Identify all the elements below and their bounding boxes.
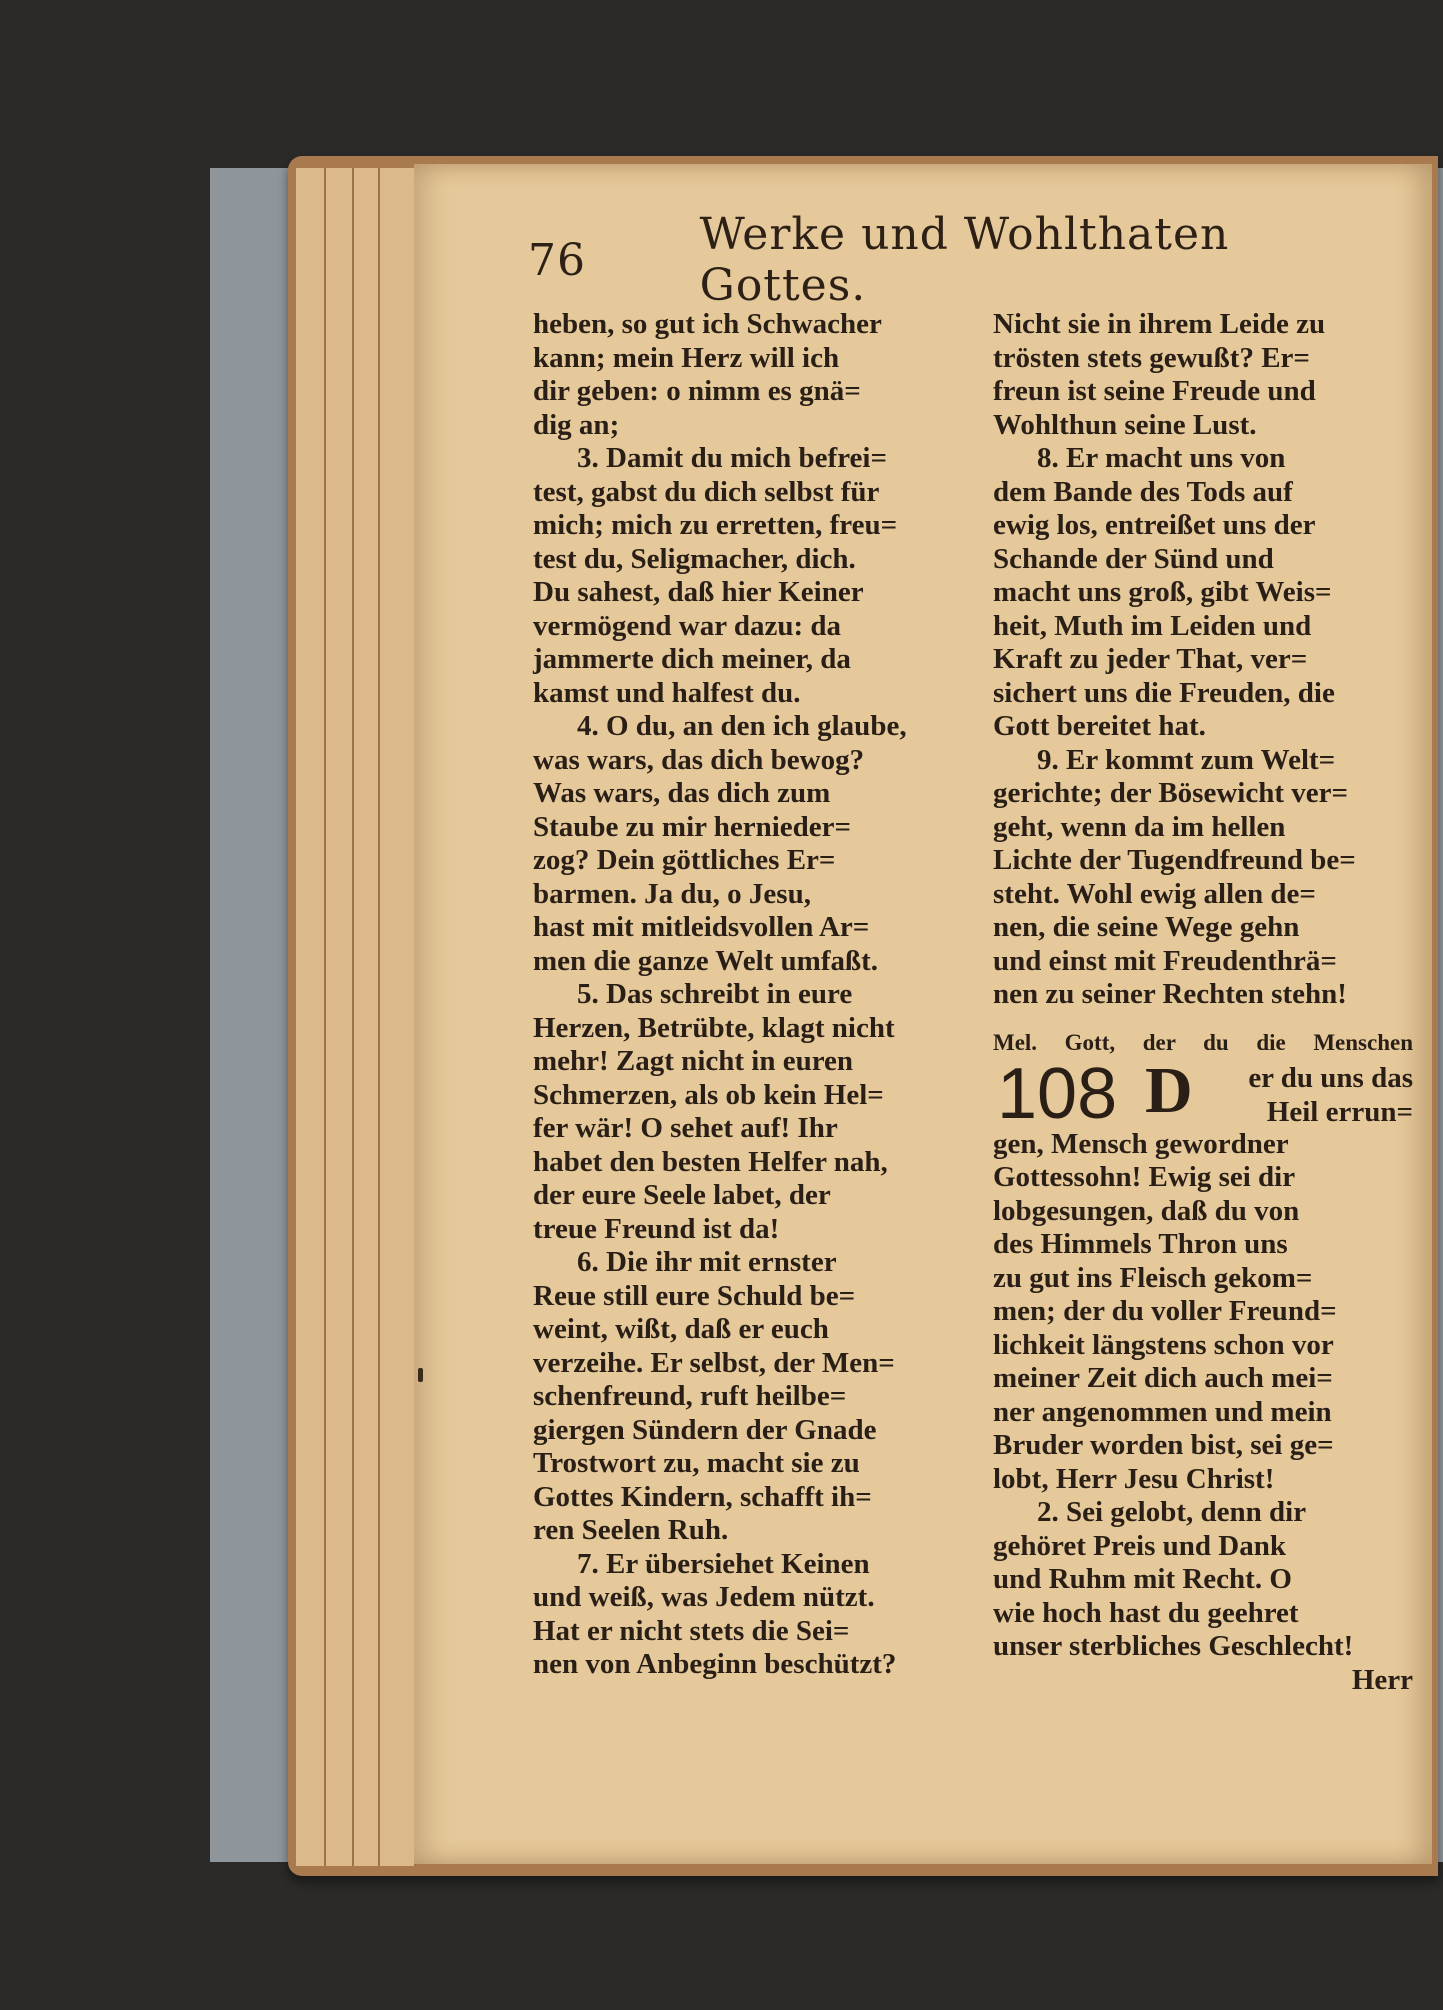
text-line: was wars, das dich bewog? bbox=[533, 743, 865, 776]
hymn-number: 108 bbox=[997, 1053, 1118, 1134]
text-line: und Ruhm mit Recht. O bbox=[993, 1563, 1292, 1595]
text-line: Gott bereitet hat. bbox=[993, 710, 1206, 742]
right-column bbox=[993, 308, 1413, 1697]
ink-mark bbox=[418, 1368, 423, 1382]
text-line: ner angenommen und mein bbox=[993, 1395, 1332, 1428]
text-line: gen, Mensch gewordner bbox=[993, 1127, 1289, 1160]
text-line: hast mit mitleidsvollen Ar= bbox=[533, 911, 870, 943]
page-edge bbox=[296, 168, 326, 1866]
text-line: macht uns groß, gibt Weis= bbox=[993, 576, 1332, 608]
text-line: meiner Zeit dich auch mei= bbox=[993, 1362, 1333, 1394]
text-line: treue Freund ist da! bbox=[533, 1212, 780, 1245]
left-column bbox=[533, 308, 965, 1682]
text-line: zu gut ins Fleisch gekom= bbox=[993, 1261, 1313, 1294]
text-line: nen zu seiner Rechten stehn! bbox=[993, 978, 1347, 1010]
text-line: Gottes Kindern, schafft ih= bbox=[533, 1480, 872, 1513]
melody-line: Mel. Gott, der du die Menschen bbox=[993, 1029, 1413, 1055]
drop-cap: D bbox=[1145, 1053, 1193, 1127]
text-line: verzeihe. Er selbst, der Men= bbox=[533, 1346, 895, 1379]
catchword: Herr bbox=[1351, 1663, 1413, 1696]
text-line: Du sahest, daß hier Keiner bbox=[533, 576, 864, 608]
text-line: unser sterbliches Geschlecht! bbox=[993, 1630, 1354, 1662]
text-line: test, gabst du dich selbst für bbox=[533, 475, 880, 508]
text-line: heben, so gut ich Schwacher bbox=[533, 308, 882, 340]
text-line: Staube zu mir hernieder= bbox=[533, 810, 852, 843]
hymn-first-line: er du uns das bbox=[1248, 1061, 1413, 1094]
text-line: lobgesungen, daß du von bbox=[993, 1194, 1300, 1227]
text-line: Schmerzen, als ob kein Hel= bbox=[533, 1078, 884, 1111]
text-line: Trostwort zu, macht sie zu bbox=[533, 1447, 860, 1479]
text-line: 2. Sei gelobt, denn dir bbox=[1037, 1496, 1307, 1528]
text-line: kamst und halfest du. bbox=[533, 676, 801, 709]
page-edge bbox=[354, 168, 380, 1866]
text-line: wie hoch hast du geehret bbox=[993, 1596, 1299, 1629]
text-line: dem Bande des Tods auf bbox=[993, 475, 1293, 508]
hymn-heading bbox=[993, 1053, 1413, 1134]
text-line: Herzen, Betrübte, klagt nicht bbox=[533, 1011, 895, 1044]
page-edge bbox=[326, 168, 354, 1866]
text-line: nen von Anbeginn beschützt? bbox=[533, 1648, 897, 1680]
text-line: geht, wenn da im hellen bbox=[993, 810, 1286, 843]
text-line: weint, wißt, daß er euch bbox=[533, 1313, 829, 1345]
text-line: Reue still eure Schuld be= bbox=[533, 1279, 856, 1312]
text-line: lichkeit längstens schon vor bbox=[993, 1328, 1334, 1361]
text-line: Schande der Sünd und bbox=[993, 542, 1274, 575]
text-line: zog? Dein göttliches Er= bbox=[533, 844, 836, 876]
text-line: 8. Er macht uns von bbox=[1037, 442, 1286, 474]
text-line: Kraft zu jeder That, ver= bbox=[993, 643, 1308, 675]
text-line: und einst mit Freudenthrä= bbox=[993, 944, 1337, 977]
text-line: gehöret Preis und Dank bbox=[993, 1529, 1286, 1562]
text-line: Was wars, das dich zum bbox=[533, 777, 831, 809]
text-line: Nicht sie in ihrem Leide zu bbox=[993, 308, 1326, 340]
text-line: kann; mein Herz will ich bbox=[533, 341, 840, 374]
text-line: dig an; bbox=[533, 408, 620, 441]
text-line: des Himmels Thron uns bbox=[993, 1228, 1288, 1260]
text-line: heit, Muth im Leiden und bbox=[993, 609, 1312, 642]
text-line: 6. Die ihr mit ernster bbox=[577, 1246, 837, 1278]
text-line: ren Seelen Ruh. bbox=[533, 1514, 729, 1546]
text-line: test du, Seligmacher, dich. bbox=[533, 542, 856, 575]
text-line: mehr! Zagt nicht in euren bbox=[533, 1045, 854, 1077]
text-line: jammerte dich meiner, da bbox=[533, 643, 851, 675]
text-line: schenfreund, ruft heilbe= bbox=[533, 1380, 847, 1412]
text-line: freun ist seine Freude und bbox=[993, 375, 1316, 407]
text-line: nen, die seine Wege gehn bbox=[993, 911, 1300, 943]
running-title: Werke und Wohlthaten Gottes. bbox=[699, 209, 1230, 311]
text-line: lobt, Herr Jesu Christ! bbox=[993, 1462, 1275, 1495]
text-line: und weiß, was Jedem nützt. bbox=[533, 1581, 875, 1613]
text-line: habet den besten Helfer nah, bbox=[533, 1145, 888, 1178]
text-line: barmen. Ja du, o Jesu, bbox=[533, 877, 811, 910]
text-line: sichert uns die Freuden, die bbox=[993, 676, 1335, 709]
text-line: trösten stets gewußt? Er= bbox=[993, 341, 1310, 374]
text-line: Wohlthun seine Lust. bbox=[993, 408, 1257, 441]
text-line: Gottessohn! Ewig sei dir bbox=[993, 1161, 1296, 1193]
text-line: Lichte der Tugendfreund be= bbox=[993, 844, 1356, 876]
text-line: steht. Wohl ewig allen de= bbox=[993, 877, 1316, 910]
text-line: 4. O du, an den ich glaube, bbox=[577, 710, 907, 742]
text-line: 7. Er übersiehet Keinen bbox=[577, 1547, 870, 1580]
page-edge bbox=[380, 168, 416, 1866]
text-line: 3. Damit du mich befrei= bbox=[577, 442, 887, 474]
text-line: 9. Er kommt zum Welt= bbox=[1037, 743, 1336, 776]
text-line: der eure Seele labet, der bbox=[533, 1179, 831, 1211]
text-line: men; der du voller Freund= bbox=[993, 1295, 1337, 1327]
text-line: giergen Sündern der Gnade bbox=[533, 1413, 877, 1446]
text-line: men die ganze Welt umfaßt. bbox=[533, 944, 879, 977]
page-number: 76 bbox=[528, 234, 586, 286]
text-line: 5. Das schreibt in eure bbox=[577, 978, 853, 1010]
text-line: dir geben: o nimm es gnä= bbox=[533, 375, 861, 407]
text-line: Hat er nicht stets die Sei= bbox=[533, 1614, 850, 1647]
text-line: vermögend war dazu: da bbox=[533, 609, 841, 642]
text-line: ewig los, entreißet uns der bbox=[993, 509, 1316, 541]
text-line: Bruder worden bist, sei ge= bbox=[993, 1429, 1334, 1461]
page-header bbox=[528, 209, 1248, 311]
text-line: mich; mich zu erretten, freu= bbox=[533, 509, 898, 541]
hymn-second-line: Heil errun= bbox=[1266, 1095, 1413, 1128]
text-line: fer wär! O sehet auf! Ihr bbox=[533, 1112, 838, 1144]
text-line: gerichte; der Bösewicht ver= bbox=[993, 777, 1349, 809]
